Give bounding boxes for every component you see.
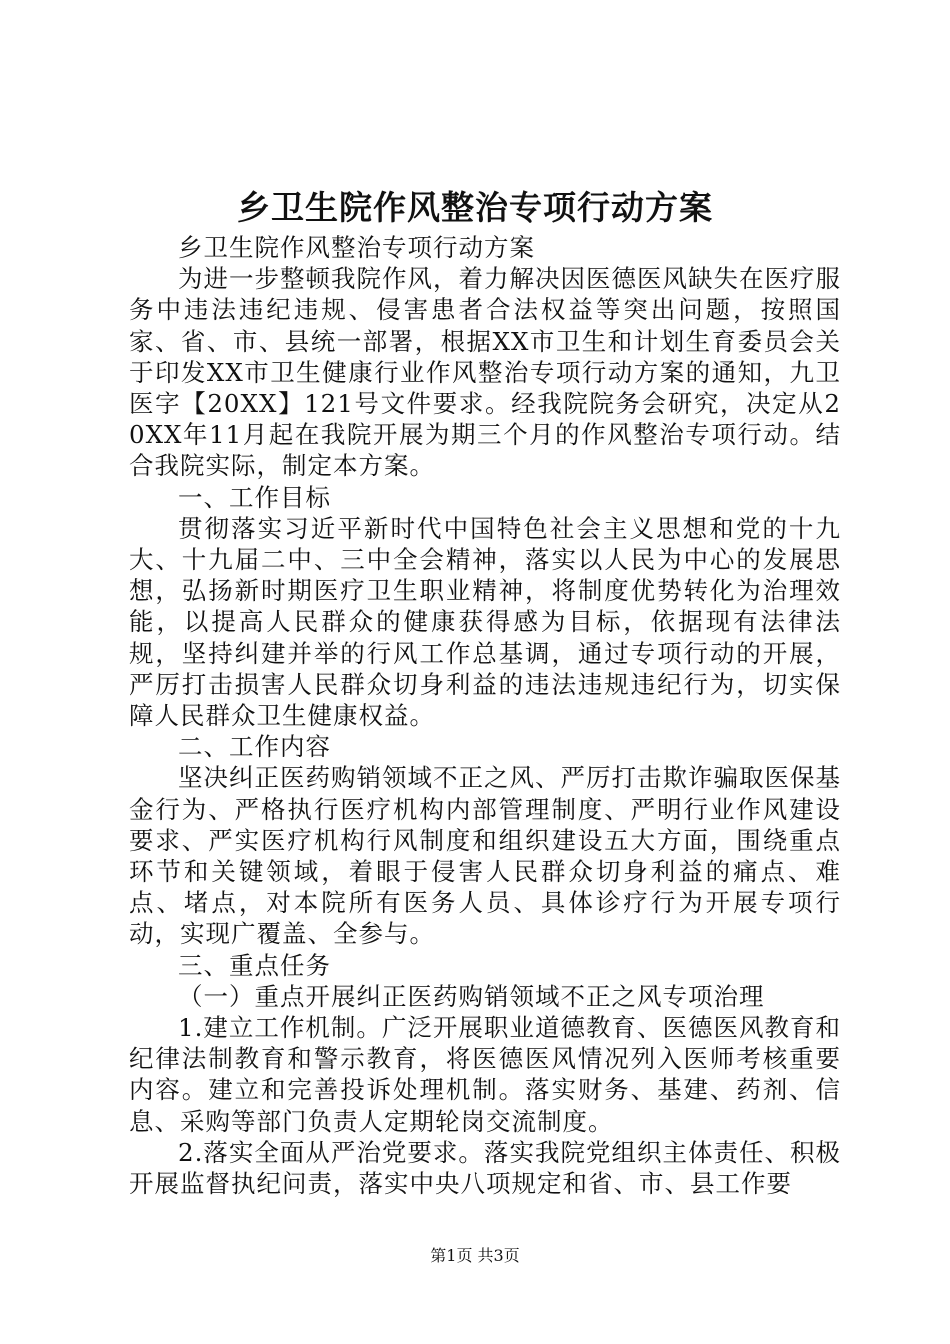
body-paragraph-intro: 为进一步整顿我院作风，着力解决因医德医风缺失在医疗服务中违法违纪违规、侵害患者合法权益等突出问题，按照国家、省、市、县统一部署，根据XX市卫生和计划生育委员会关于印发XX市卫生健康行业作风整治专项行动方案的通知，九卫医字【20XX】121号文件要求。经我院院务会研究，决定从20XX年11月起在我院开展为期三个月的作风整治专项行动。结合我院实际，制定本方案。 bbox=[129, 264, 841, 481]
body-paragraph-task-1: 1.建立工作机制。广泛开展职业道德教育、医德医风教育和纪律法制教育和警示教育，将医德医风情况列入医师考核重要内容。建立和完善投诉处理机制。落实财务、基建、药剂、信息、采购等部门负责人定期轮岗交流制度。 bbox=[129, 1013, 841, 1136]
document-body bbox=[129, 232, 841, 1199]
body-paragraph-subtitle: 乡卫生院作风整治专项行动方案 bbox=[178, 233, 535, 262]
section-heading-tasks: 三、重点任务 bbox=[178, 950, 331, 980]
section-heading-content: 二、工作内容 bbox=[178, 732, 331, 762]
page-footer: 第1页 共3页 bbox=[430, 1246, 520, 1265]
section-heading-goals: 一、工作目标 bbox=[178, 482, 331, 512]
subsection-heading-1: （一）重点开展纠正医药购销领域不正之风专项治理 bbox=[178, 981, 765, 1011]
body-paragraph-goals: 贯彻落实习近平新时代中国特色社会主义思想和党的十九大、十九届二中、三中全会精神，落实以人民为中心的发展思想，弘扬新时期医疗卫生职业精神，将制度优势转化为治理效能，以提高人民群众的健康获得感为目标，依据现有法律法规，坚持纠建并举的行风工作总基调，通过专项行动的开展，严厉打击损害人民群众切身利益的违法违规违纪行为，切实保障人民群众卫生健康权益。 bbox=[129, 513, 841, 731]
document-title: 乡卫生院作风整治专项行动方案 bbox=[237, 188, 713, 227]
body-paragraph-task-2: 2.落实全面从严治党要求。落实我院党组织主体责任、积极开展监督执纪问责，落实中央八项规定和省、市、县工作要 bbox=[129, 1137, 841, 1199]
body-paragraph-content: 坚决纠正医药购销领域不正之风、严厉打击欺诈骗取医保基金行为、严格执行医疗机构内部管理制度、严明行业作风建设要求、严实医疗机构行风制度和组织建设五大方面，围绕重点环节和关键领域，着眼于侵害人民群众切身利益的痛点、难点、堵点，对本院所有医务人员、具体诊疗行为开展专项行动，实现广覆盖、全参与。 bbox=[129, 763, 841, 949]
